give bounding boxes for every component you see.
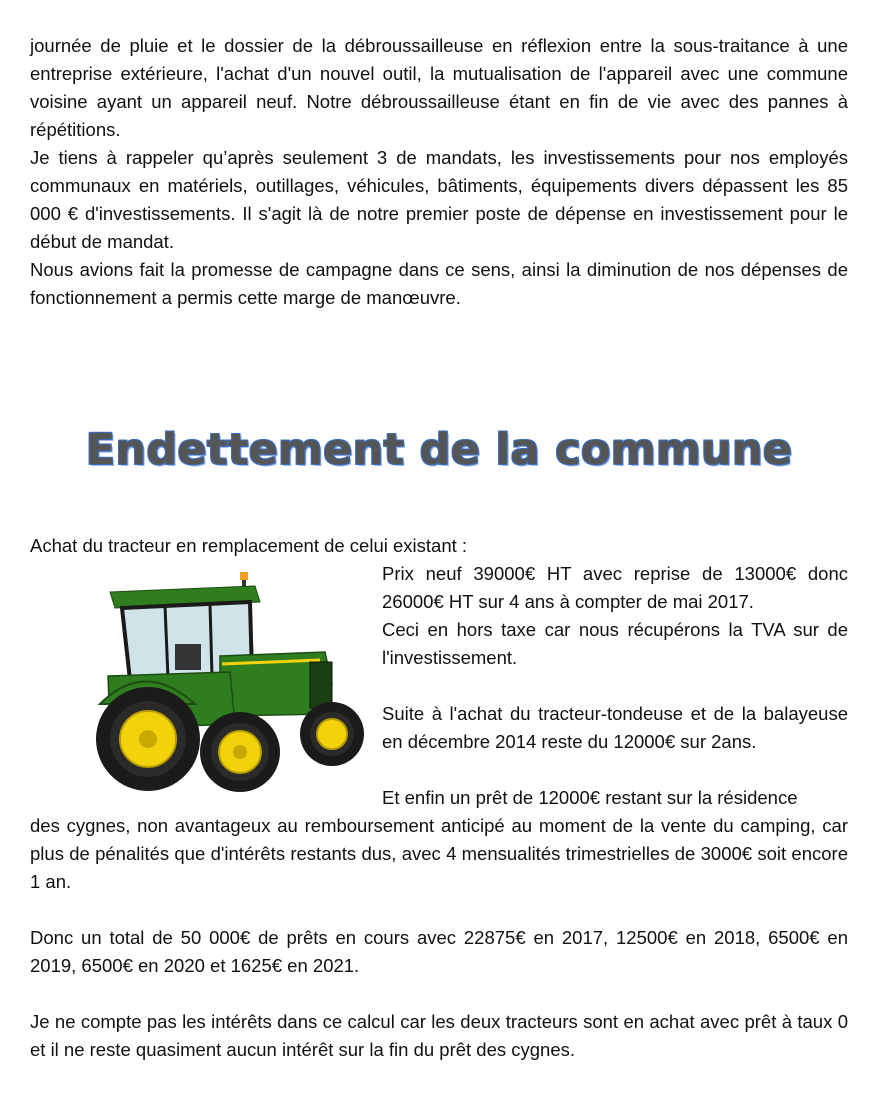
paragraph-campaign-promise: Nous avions fait la promesse de campagne dans ce sens, ainsi la diminution de nos dépenses de fonctionnement a permis cette marge de manœuvre. [30, 259, 848, 308]
paragraph-mower-loan: Suite à l'achat du tracteur-tondeuse et de la balayeuse en décembre 2014 reste du 12000€ sur 2ans. [382, 703, 848, 752]
document-page [30, 32, 848, 1064]
paragraph-tractor-price: Prix neuf 39000€ HT avec reprise de 13000€ donc 26000€ HT sur 4 ans à compter de mai 2017. [382, 563, 848, 612]
tractor-image [70, 564, 370, 814]
tractor-block [30, 560, 848, 812]
paragraph-interest-note: Je ne compte pas les intérêts dans ce calcul car les deux tracteurs sont en achat avec prêt à taux 0 et il ne reste quasiment aucun intérêt sur la fin du prêt des cygnes. [30, 1011, 848, 1060]
section-heading [30, 422, 848, 512]
section-title: Endettement de la commune [85, 425, 793, 475]
paragraph-tractor-lead: Achat du tracteur en remplacement de celui existant : [30, 535, 468, 556]
tractor-text-column [382, 560, 848, 812]
paragraph-residence-loan-start: Et enfin un prêt de 12000€ restant sur la résidence [382, 787, 798, 808]
paragraph-loan-total: Donc un total de 50 000€ de prêts en cours avec 22875€ en 2017, 12500€ en 2018, 6500€ en 2019, 6500€ en 2020 et 1625€ en 2021. [30, 927, 848, 976]
paragraph-investments: Je tiens à rappeler qu’après seulement 3 de mandats, les investissements pour nos employés communaux en matériels, outillages, véhicules, bâtiments, équipements divers dépassent les 85 000 € d'investissements. Il s'agit là de notre premier poste de dépense en investissement pour le début de mandat. [30, 147, 848, 252]
paragraph-brushcutter: journée de pluie et le dossier de la débroussailleuse en réflexion entre la sous-traitance à une entreprise extérieure, l'achat d'un nouvel outil, la mutualisation de l'appareil avec une commune voisine ayant un appareil neuf. Notre débroussailleuse étant en fin de vie avec des pannes à répétitions. [30, 35, 848, 140]
paragraph-residence-loan-rest: des cygnes, non avantageux au remboursement anticipé au moment de la vente du camping, car plus de pénalités que d'intérêts restants dus, avec 4 mensualités trimestrielles de 3000€ soit encore 1 an. [30, 815, 848, 892]
paragraph-tax-note: Ceci en hors taxe car nous récupérons la TVA sur de l'investissement. [382, 619, 848, 668]
